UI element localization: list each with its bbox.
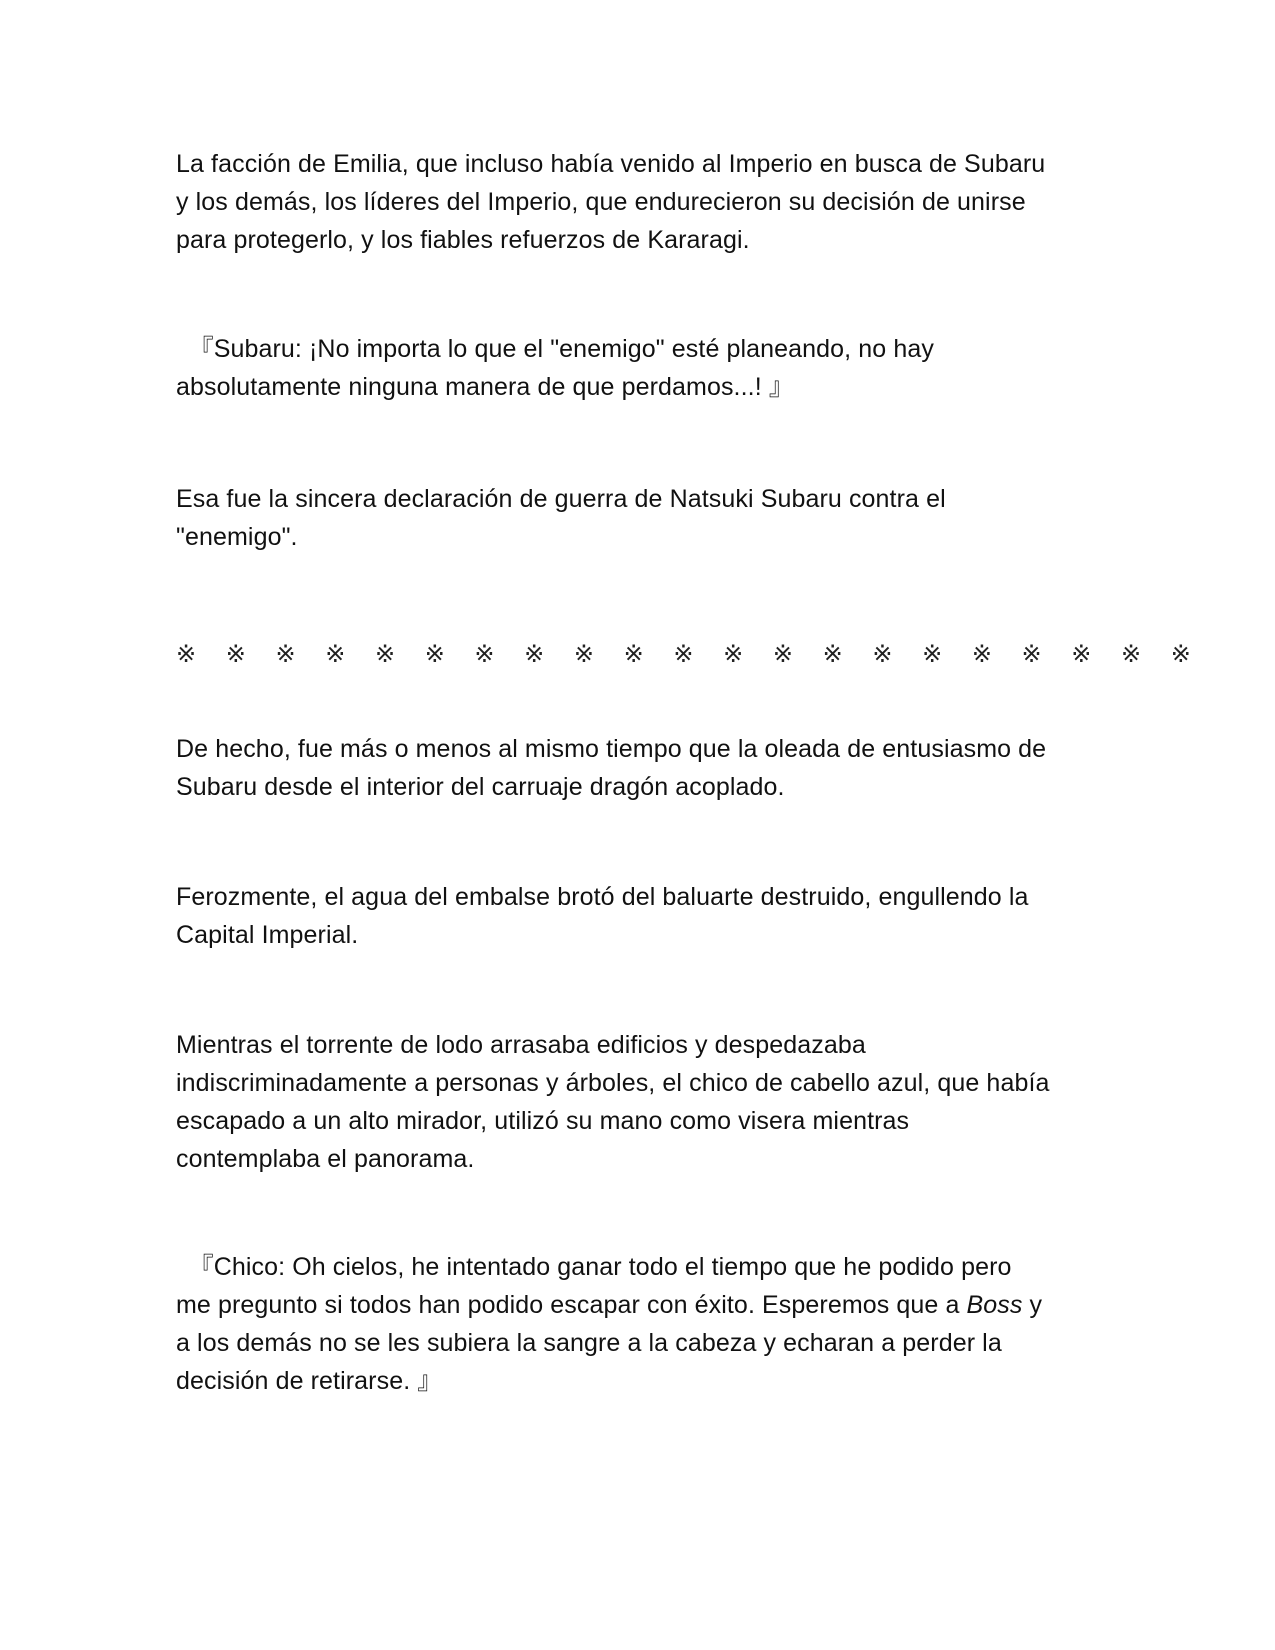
text-line: Subaru desde el interior del carruaje dragón acoplado. xyxy=(176,773,785,801)
paragraph-war-declaration xyxy=(176,480,1096,556)
text-line: absolutamente ninguna manera de que perdamos...! 』 xyxy=(176,373,794,401)
italic-word-boss: Boss xyxy=(966,1291,1023,1319)
scene-break-separator: ※ ※ ※ ※ ※ ※ ※ ※ ※ ※ ※ ※ ※ ※ ※ ※ ※ ※ ※ ※ ※ xyxy=(176,640,1202,668)
paragraph-emilia-faction xyxy=(176,145,1096,259)
text-line: Esa fue la sincera declaración de guerra de Natsuki Subaru contra el xyxy=(176,485,946,513)
text-segment: me pregunto si todos han podido escapar con éxito. Esperemos que a xyxy=(176,1291,967,1319)
text-line: contemplaba el panorama. xyxy=(176,1145,475,1173)
text-line: 『Subaru: ¡No importa lo que el "enemigo" esté planeando, no hay xyxy=(176,335,934,363)
paragraph-reservoir-flood xyxy=(176,878,1096,954)
text-line: Mientras el torrente de lodo arrasaba edificios y despedazaba xyxy=(176,1031,866,1059)
paragraph-same-time xyxy=(176,730,1096,806)
text-line: De hecho, fue más o menos al mismo tiempo que la oleada de entusiasmo de xyxy=(176,735,1047,763)
text-line: para protegerlo, y los fiables refuerzos de Kararagi. xyxy=(176,226,750,254)
text-line: La facción de Emilia, que incluso había venido al Imperio en busca de Subaru xyxy=(176,150,1046,178)
text-line: indiscriminadamente a personas y árboles, el chico de cabello azul, que había xyxy=(176,1069,1050,1097)
text-line: Ferozmente, el agua del embalse brotó del baluarte destruido, engullendo la xyxy=(176,883,1029,911)
paragraph-subaru-quote xyxy=(176,330,1096,406)
text-line: Capital Imperial. xyxy=(176,921,359,949)
text-line: decisión de retirarse. 』 xyxy=(176,1367,443,1395)
paragraph-blue-haired-boy xyxy=(176,1026,1096,1178)
paragraph-chico-quote xyxy=(176,1248,1096,1400)
text-line xyxy=(176,1286,1096,1324)
text-line: escapado a un alto mirador, utilizó su mano como visera mientras xyxy=(176,1107,910,1135)
text-segment: y xyxy=(1022,1291,1043,1319)
text-line: "enemigo". xyxy=(176,523,298,551)
text-line: a los demás no se les subiera la sangre a la cabeza y echaran a perder la xyxy=(176,1329,1002,1357)
text-line: y los demás, los líderes del Imperio, que endurecieron su decisión de unirse xyxy=(176,188,1026,216)
text-line: 『Chico: Oh cielos, he intentado ganar todo el tiempo que he podido pero xyxy=(176,1253,1012,1281)
